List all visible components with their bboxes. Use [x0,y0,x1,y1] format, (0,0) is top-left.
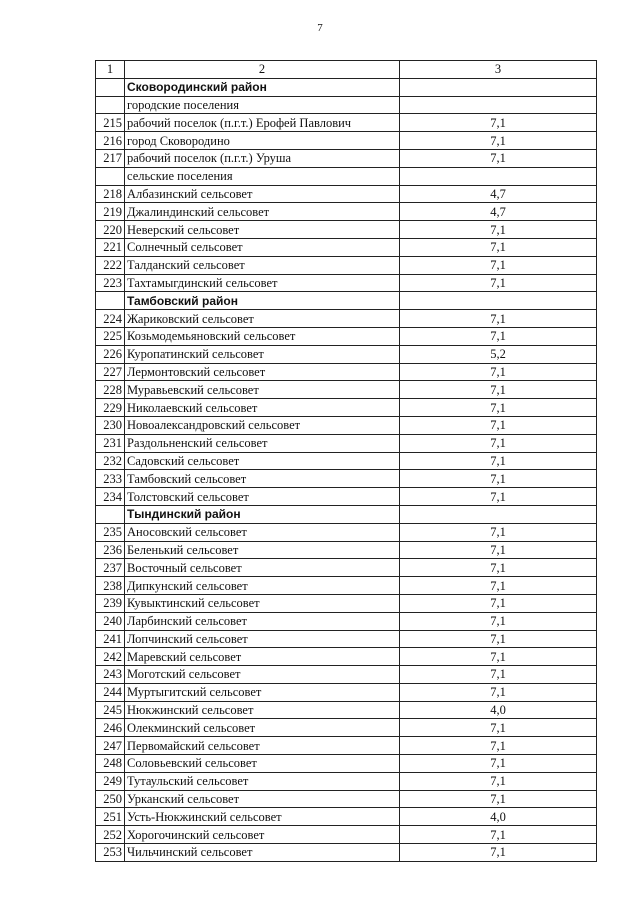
settlement-name: Муртыгитский сельсовет [125,683,400,701]
rate-value: 4,7 [400,203,597,221]
table-row [96,452,597,470]
rate-value [400,78,597,96]
rate-value: 7,1 [400,666,597,684]
settlement-name: сельские поселения [125,167,400,185]
table-row [96,772,597,790]
settlement-name: Восточный сельсовет [125,559,400,577]
table-row [96,808,597,826]
row-number: 241 [96,630,125,648]
table-row [96,755,597,773]
table-row [96,488,597,506]
row-number: 239 [96,594,125,612]
rate-value: 7,1 [400,363,597,381]
settlement-name: Чильчинский сельсовет [125,844,400,862]
rate-value [400,96,597,114]
table-row [96,648,597,666]
settlement-name: Тамбовский сельсовет [125,470,400,488]
table-row [96,399,597,417]
rate-value: 7,1 [400,737,597,755]
row-number: 220 [96,221,125,239]
rate-value: 7,1 [400,630,597,648]
settlement-type-row [96,96,597,114]
rate-value: 7,1 [400,826,597,844]
table-row [96,363,597,381]
row-number: 245 [96,701,125,719]
table-row [96,274,597,292]
row-number: 237 [96,559,125,577]
settlement-name: рабочий поселок (п.г.т.) Уруша [125,149,400,167]
settlement-name: Маревский сельсовет [125,648,400,666]
table-body [96,61,597,862]
rate-value: 7,1 [400,381,597,399]
table-row [96,559,597,577]
settlement-name: Первомайский сельсовет [125,737,400,755]
settlement-name: Козьмодемьяновский сельсовет [125,327,400,345]
rate-value [400,167,597,185]
row-number: 251 [96,808,125,826]
settlement-name: Новоалександровский сельсовет [125,416,400,434]
row-number [96,505,125,523]
row-number [96,78,125,96]
row-number: 253 [96,844,125,862]
rate-value [400,505,597,523]
table-row [96,844,597,862]
table-row [96,719,597,737]
table-row [96,523,597,541]
row-number: 215 [96,114,125,132]
row-number: 252 [96,826,125,844]
table-row [96,737,597,755]
rate-value: 7,1 [400,238,597,256]
row-number: 236 [96,541,125,559]
rate-value: 7,1 [400,452,597,470]
table-row [96,416,597,434]
row-number: 248 [96,755,125,773]
settlement-name: Толстовский сельсовет [125,488,400,506]
row-number: 234 [96,488,125,506]
row-number: 243 [96,666,125,684]
settlement-name: Тахтамыгдинский сельсовет [125,274,400,292]
rate-value: 7,1 [400,434,597,452]
rate-value: 7,1 [400,719,597,737]
row-number: 231 [96,434,125,452]
row-number: 235 [96,523,125,541]
settlement-name: Кувыктинский сельсовет [125,594,400,612]
table-row [96,114,597,132]
row-number: 218 [96,185,125,203]
row-number: 247 [96,737,125,755]
rate-value: 7,1 [400,844,597,862]
row-number: 217 [96,149,125,167]
rate-value: 7,1 [400,790,597,808]
table-row [96,185,597,203]
settlement-name: Талданский сельсовет [125,256,400,274]
row-number: 216 [96,132,125,150]
settlement-name: Джалиндинский сельсовет [125,203,400,221]
row-number: 219 [96,203,125,221]
rate-value: 7,1 [400,416,597,434]
settlement-name: Аносовский сельсовет [125,523,400,541]
settlement-name: Тамбовский район [125,292,400,310]
page-number: 7 [317,22,323,34]
rate-value: 4,7 [400,185,597,203]
settlement-name: Сковородинский район [125,78,400,96]
row-number [96,292,125,310]
table-row [96,666,597,684]
settlement-name: Тутаульский сельсовет [125,772,400,790]
rate-value: 7,1 [400,470,597,488]
table-row [96,381,597,399]
row-number: 238 [96,577,125,595]
table-row [96,790,597,808]
table-row [96,577,597,595]
district-header-row [96,78,597,96]
row-number: 240 [96,612,125,630]
table-row [96,345,597,363]
settlement-name: Николаевский сельсовет [125,399,400,417]
row-number: 228 [96,381,125,399]
settlement-name: Хорогочинский сельсовет [125,826,400,844]
settlement-name: Дипкунский сельсовет [125,577,400,595]
rate-value: 5,2 [400,345,597,363]
settlement-name: Жариковский сельсовет [125,310,400,328]
table-row [96,221,597,239]
table-row [96,541,597,559]
table-row [96,630,597,648]
table-row [96,310,597,328]
table-row [96,683,597,701]
rate-value: 7,1 [400,594,597,612]
header-col-1: 1 [96,61,125,79]
row-number: 222 [96,256,125,274]
row-number: 221 [96,238,125,256]
table-header-row [96,61,597,79]
rate-value: 7,1 [400,256,597,274]
table-row [96,238,597,256]
row-number: 232 [96,452,125,470]
row-number: 233 [96,470,125,488]
settlement-name: Беленький сельсовет [125,541,400,559]
row-number [96,96,125,114]
table-row [96,149,597,167]
rate-value: 7,1 [400,541,597,559]
rate-value: 7,1 [400,399,597,417]
rate-value: 7,1 [400,577,597,595]
settlement-name: Раздольненский сельсовет [125,434,400,452]
rate-value: 7,1 [400,132,597,150]
rate-value: 7,1 [400,221,597,239]
settlement-name: Садовский сельсовет [125,452,400,470]
header-col-3: 3 [400,61,597,79]
row-number: 242 [96,648,125,666]
rate-value: 7,1 [400,755,597,773]
district-header-row [96,505,597,523]
settlement-name: Солнечный сельсовет [125,238,400,256]
settlement-name: Албазинский сельсовет [125,185,400,203]
table-row [96,132,597,150]
rate-value: 7,1 [400,559,597,577]
settlement-name: Соловьевский сельсовет [125,755,400,773]
row-number: 226 [96,345,125,363]
settlement-name: Нюкжинский сельсовет [125,701,400,719]
settlement-name: Куропатинский сельсовет [125,345,400,363]
row-number: 225 [96,327,125,345]
row-number: 249 [96,772,125,790]
row-number: 250 [96,790,125,808]
rate-value: 4,0 [400,808,597,826]
header-col-2: 2 [125,61,400,79]
rates-table [95,60,597,862]
table-row [96,256,597,274]
settlement-name: Неверский сельсовет [125,221,400,239]
rate-value: 4,0 [400,701,597,719]
settlement-name: Лермонтовский сельсовет [125,363,400,381]
table-row [96,470,597,488]
settlement-type-row [96,167,597,185]
table-row [96,594,597,612]
settlement-name: Ларбинский сельсовет [125,612,400,630]
rate-value: 7,1 [400,772,597,790]
rate-value: 7,1 [400,648,597,666]
rate-value: 7,1 [400,114,597,132]
row-number: 246 [96,719,125,737]
row-number: 244 [96,683,125,701]
rate-value: 7,1 [400,612,597,630]
table-row [96,203,597,221]
rate-value [400,292,597,310]
settlement-name: Усть-Нюкжинский сельсовет [125,808,400,826]
settlement-name: Муравьевский сельсовет [125,381,400,399]
settlement-name: рабочий поселок (п.г.т.) Ерофей Павлович [125,114,400,132]
rate-value: 7,1 [400,310,597,328]
settlement-name: Моготский сельсовет [125,666,400,684]
rate-value: 7,1 [400,327,597,345]
row-number: 224 [96,310,125,328]
table-row [96,327,597,345]
settlement-name: Лопчинский сельсовет [125,630,400,648]
table-row [96,434,597,452]
settlement-name: Олекминский сельсовет [125,719,400,737]
table-row [96,826,597,844]
row-number: 229 [96,399,125,417]
settlement-name: Урканский сельсовет [125,790,400,808]
table-row [96,612,597,630]
rate-value: 7,1 [400,274,597,292]
settlement-name: Тындинский район [125,505,400,523]
row-number: 230 [96,416,125,434]
rate-value: 7,1 [400,149,597,167]
district-header-row [96,292,597,310]
settlement-name: город Сковородино [125,132,400,150]
table-row [96,701,597,719]
settlement-name: городские поселения [125,96,400,114]
rate-value: 7,1 [400,683,597,701]
row-number: 227 [96,363,125,381]
row-number [96,167,125,185]
row-number: 223 [96,274,125,292]
rate-value: 7,1 [400,488,597,506]
rate-value: 7,1 [400,523,597,541]
